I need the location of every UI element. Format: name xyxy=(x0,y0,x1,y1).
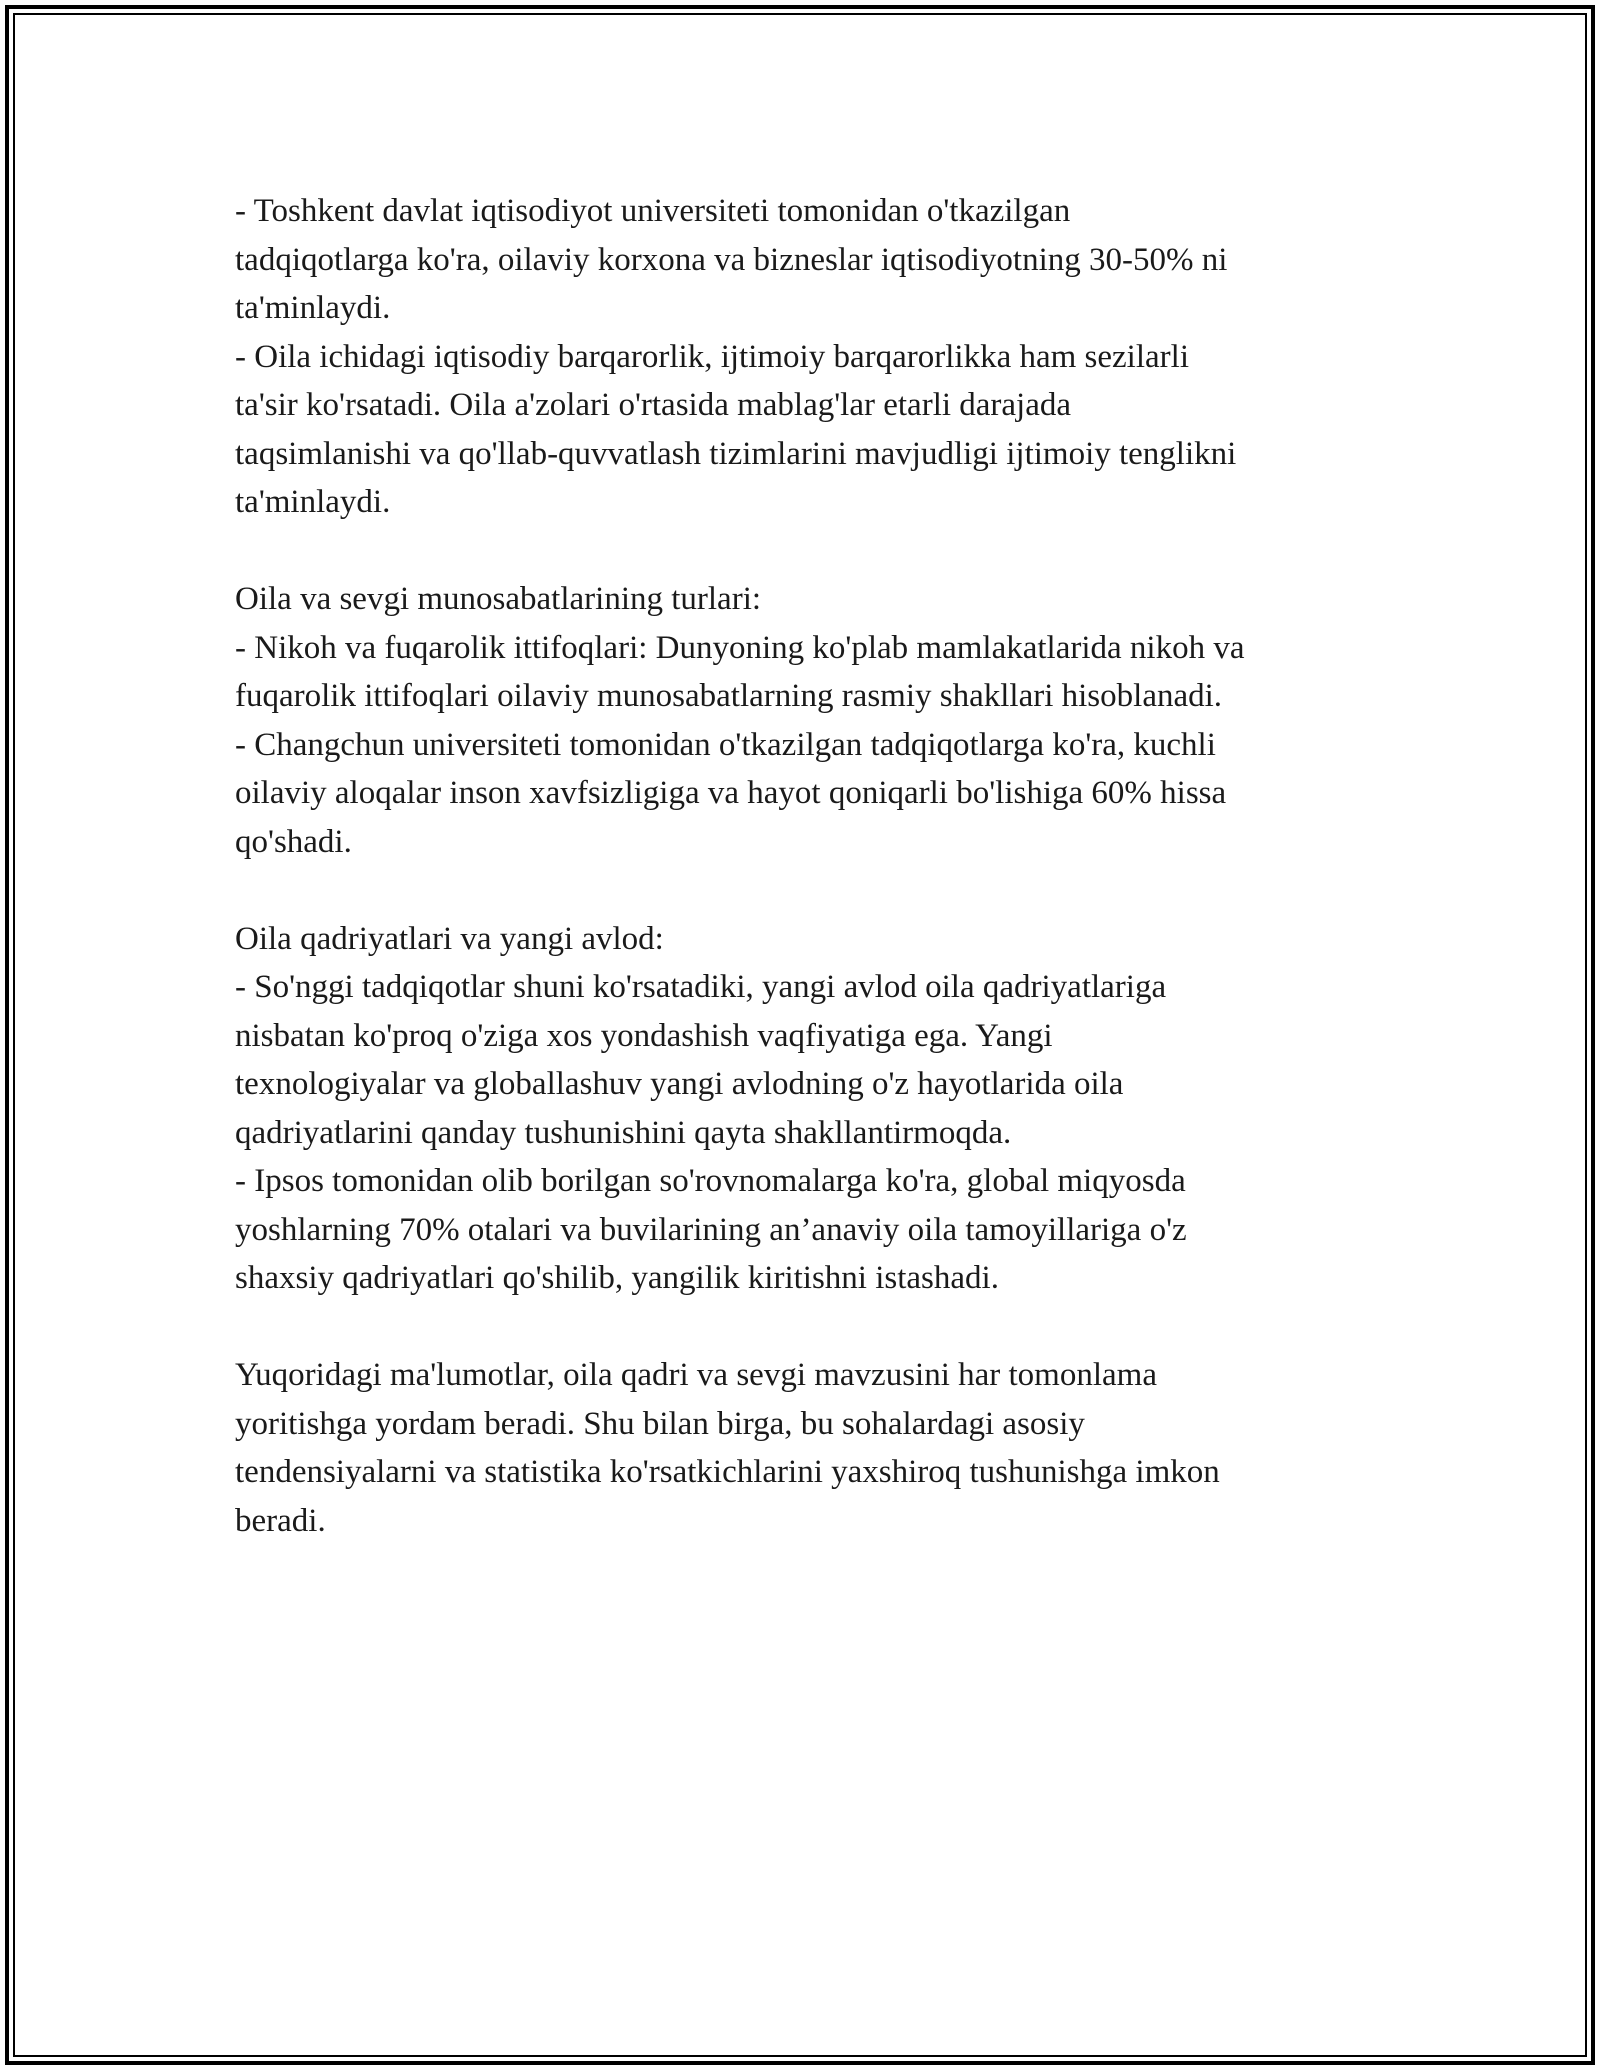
text-line: tadqiqotlarga ko'ra, oilaviy korxona va bizneslar iqtisodiyotning 30-50% ni xyxy=(235,241,1228,278)
section-heading: Oila va sevgi munosabatlarining turlari: xyxy=(235,581,762,617)
text-line: yoshlarning 70% otalari va buvilarining an’anaviy oila tamoyillariga o'z xyxy=(235,1211,1187,1248)
section-heading: Oila qadriyatlari va yangi avlod: xyxy=(235,920,664,957)
text-line: ta'minlaydi. xyxy=(235,484,391,520)
text-line: fuqarolik ittifoqlari oilaviy munosabatlarning rasmiy shakllari hisoblanadi. xyxy=(235,678,1223,714)
paragraph-relationship-types xyxy=(235,575,1375,866)
text-line: texnologiyalar va globallashuv yangi avlodning o'z hayotlarida oila xyxy=(235,1066,1124,1102)
text-line: - Toshkent davlat iqtisodiyot universiteti tomonidan o'tkazilgan xyxy=(235,193,1071,229)
text-line: - Nikoh va fuqarolik ittifoqlari: Dunyoning ko'plab mamlakatlarida nikoh va xyxy=(235,629,1245,666)
text-line: - Changchun universiteti tomonidan o'tkazilgan tadqiqotlarga ko'ra, kuchli xyxy=(235,726,1216,763)
document-body xyxy=(235,187,1375,1545)
paragraph-gap xyxy=(235,527,1375,576)
paragraph-new-generation xyxy=(235,915,1375,1303)
text-line: oilaviy aloqalar inson xavfsizligiga va hayot qoniqarli bo'lishiga 60% hissa xyxy=(235,775,1227,811)
text-line: - Ipsos tomonidan olib borilgan so'rovnomalarga ko'ra, global miqyosda xyxy=(235,1163,1186,1199)
paragraph-gap xyxy=(235,1303,1375,1352)
text-line: beradi. xyxy=(235,1502,326,1539)
text-line: yoritishga yordam beradi. Shu bilan birga, bu sohalardagi asosiy xyxy=(235,1405,1085,1442)
text-line: shaxsiy qadriyatlari qo'shilib, yangilik kiritishni istashadi. xyxy=(235,1260,999,1296)
text-line: tendensiyalarni va statistika ko'rsatkichlarini yaxshiroq tushunishga imkon xyxy=(235,1454,1220,1490)
text-line: qadriyatlarini qanday tushunishini qayta shakllantirmoqda. xyxy=(235,1114,1012,1151)
text-line: Yuqoridagi ma'lumotlar, oila qadri va sevgi mavzusini har tomonlama xyxy=(235,1357,1157,1393)
text-line: ta'minlaydi. xyxy=(235,290,391,326)
paragraph-gap xyxy=(235,866,1375,915)
text-line: taqsimlanishi va qo'llab-quvvatlash tizimlarini mavjudligi ijtimoiy tenglikni xyxy=(235,435,1237,472)
text-line: ta'sir ko'rsatadi. Oila a'zolari o'rtasida mablag'lar etarli darajada xyxy=(235,387,1072,423)
text-line: - So'nggi tadqiqotlar shuni ko'rsatadiki, yangi avlod oila qadriyatlariga xyxy=(235,969,1167,1005)
text-line: nisbatan ko'proq o'ziga xos yondashish vaqfiyatiga ega. Yangi xyxy=(235,1017,1053,1054)
paragraph-conclusion xyxy=(235,1351,1375,1545)
text-line: - Oila ichidagi iqtisodiy barqarorlik, ijtimoiy barqarorlikka ham sezilarli xyxy=(235,338,1189,375)
text-line: qo'shadi. xyxy=(235,823,352,860)
paragraph-economics xyxy=(235,187,1375,527)
